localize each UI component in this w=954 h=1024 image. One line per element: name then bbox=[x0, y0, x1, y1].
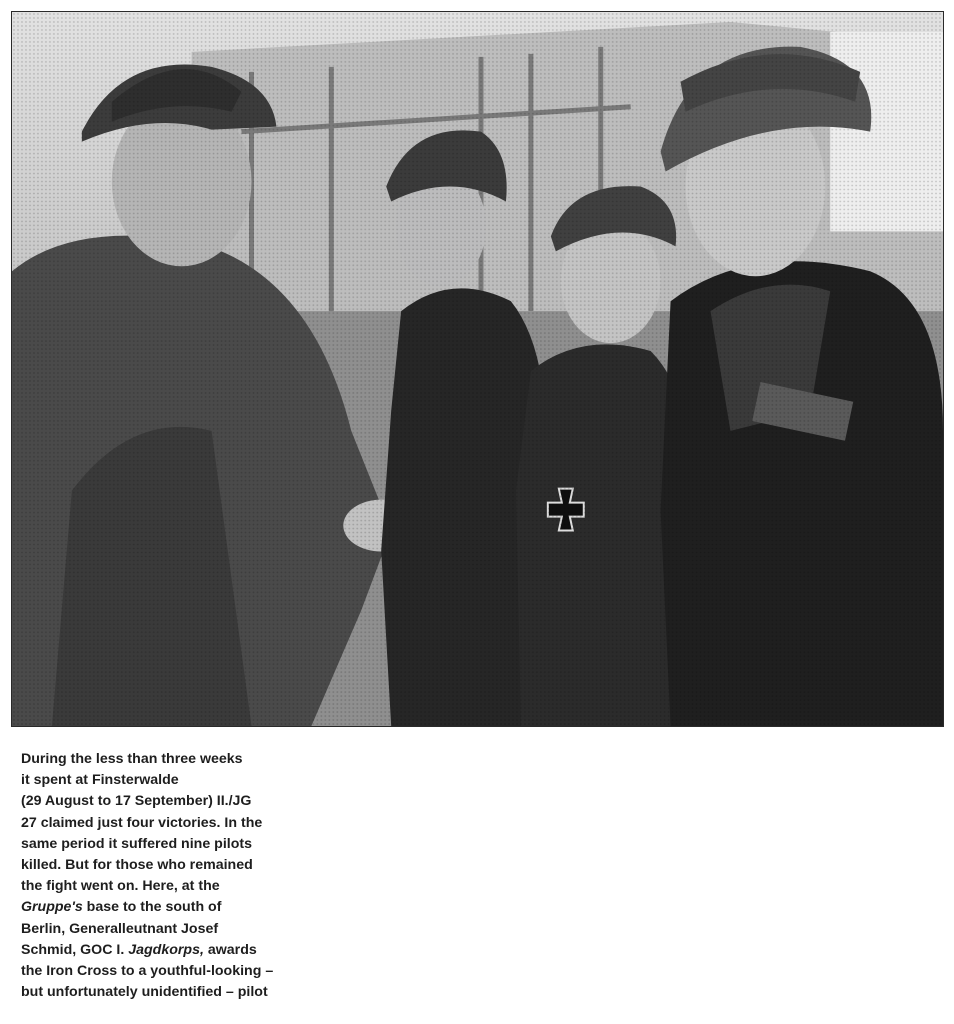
caption-line: same period it suffered nine pilots bbox=[21, 835, 252, 852]
caption-line: 27 claimed just four victories. In the bbox=[21, 814, 263, 831]
caption-line: Schmid, GOC I. Jagdkorps, awards bbox=[21, 941, 257, 958]
caption-line: During the less than three weeks bbox=[21, 751, 243, 767]
photo-image bbox=[12, 12, 943, 726]
caption-italic-jagdkorps: Jagdkorps, bbox=[128, 941, 204, 958]
halftone-overlay bbox=[12, 12, 943, 726]
caption-line: the fight went on. Here, at the bbox=[21, 878, 220, 895]
caption-italic-gruppe: Gruppe's bbox=[21, 899, 83, 916]
caption-line: Gruppe's base to the south of bbox=[21, 899, 222, 916]
caption-line: (29 August to 17 September) II./JG bbox=[21, 793, 252, 810]
caption-line: killed. But for those who remained bbox=[21, 857, 253, 874]
caption-line: but unfortunately unidentified – pilot bbox=[21, 984, 268, 1001]
caption-line: it spent at Finsterwalde bbox=[21, 772, 179, 789]
caption-line: Berlin, Generalleutnant Josef bbox=[21, 920, 219, 937]
photograph bbox=[11, 11, 944, 727]
caption-line: the Iron Cross to a youthful-looking – bbox=[21, 963, 274, 980]
photo-caption bbox=[21, 749, 331, 1003]
